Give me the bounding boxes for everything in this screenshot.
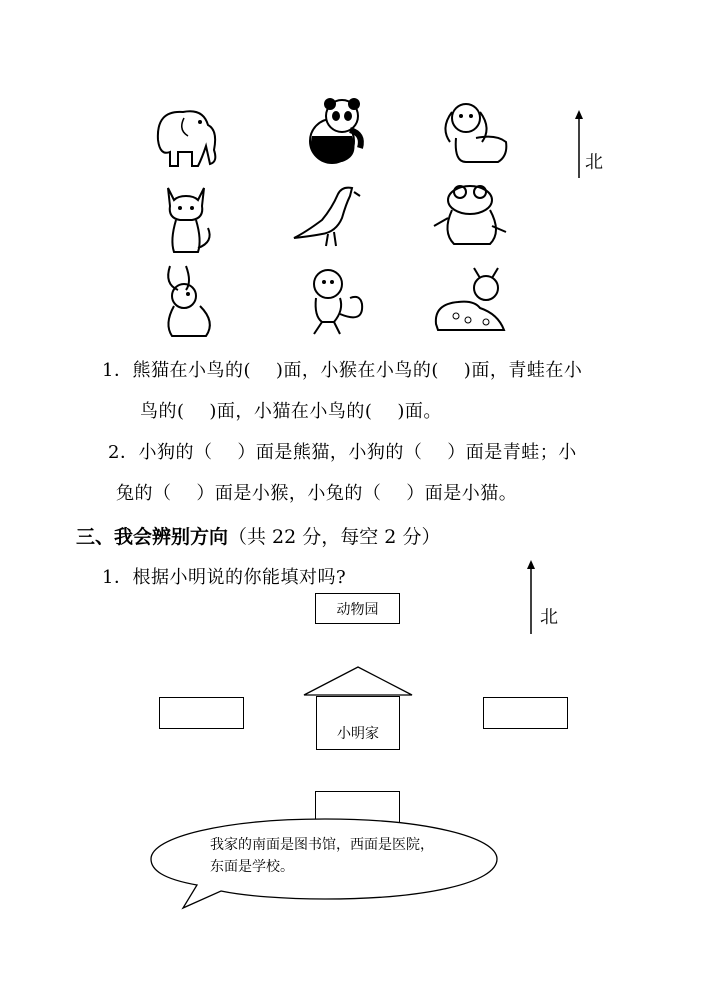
north-arrow-icon	[525, 560, 537, 636]
question-1-line-1: 1．熊猫在小鸟的( )面，小猴在小鸟的( )面，青蛙在小	[102, 360, 583, 381]
west-answer-box[interactable]	[159, 697, 244, 729]
speech-line-2: 东面是学校。	[210, 859, 294, 875]
cat-icon	[158, 180, 218, 255]
zoo-label: 动物园	[336, 601, 379, 618]
question-1-line-2: 鸟的( )面，小猫在小鸟的( )面。	[140, 401, 442, 422]
north-label-bottom: 北	[540, 607, 558, 628]
east-answer-box[interactable]	[483, 697, 568, 729]
north-arrow-icon	[573, 110, 585, 180]
speech-text	[210, 834, 434, 878]
monkey-icon	[300, 264, 380, 339]
home-label: 小明家	[337, 726, 379, 742]
bird-icon	[292, 184, 362, 254]
elephant-icon	[148, 100, 228, 170]
rabbit-icon	[156, 264, 226, 339]
section-3-heading	[76, 522, 440, 549]
section-3-score: （共 22 分，每空 2 分）	[228, 526, 441, 548]
dog-icon	[436, 98, 516, 168]
frog-icon	[430, 182, 510, 252]
deer-icon	[428, 264, 518, 339]
house-roof	[302, 666, 414, 696]
home-box	[316, 696, 400, 750]
section-3-title: 三、我会辨别方向	[76, 526, 229, 548]
north-label-top: 北	[585, 152, 603, 173]
question-2-line-1: 2．小狗的（ ）面是熊猫，小狗的（ ）面是青蛙；小	[108, 442, 577, 463]
speech-line-1: 我家的南面是图书馆，西面是医院，	[210, 837, 434, 853]
panda-icon	[302, 96, 372, 166]
zoo-box	[315, 593, 400, 624]
question-2-line-2: 兔的（ ）面是小猴，小兔的（ ）面是小猫。	[116, 483, 518, 504]
section-3-question-1: 1．根据小明说的你能填对吗?	[102, 567, 347, 588]
